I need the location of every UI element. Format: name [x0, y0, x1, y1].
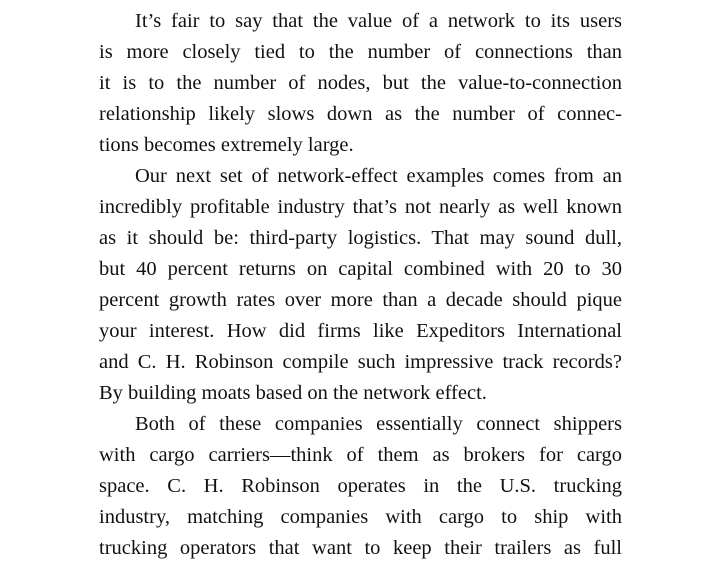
text-line: incredibly profitable industry that’s not nearly as well known	[99, 196, 622, 218]
document-page	[99, 6, 622, 564]
text-line: Our next set of network-effect examples comes from an	[135, 165, 622, 187]
text-line: is more closely tied to the number of connections than	[99, 41, 622, 63]
text-line: By building moats based on the network effect.	[99, 382, 487, 404]
text-line: your interest. How did firms like Expeditors International	[99, 320, 622, 342]
text-line: It’s fair to say that the value of a network to its users	[135, 10, 622, 32]
text-line: it is to the number of nodes, but the value-to-connection	[99, 72, 622, 94]
text-line: but 40 percent returns on capital combined with 20 to 30	[99, 258, 622, 280]
text-line: percent growth rates over more than a decade should pique	[99, 289, 622, 311]
paragraph	[99, 6, 622, 161]
text-line: Both of these companies essentially connect shippers	[135, 413, 622, 435]
text-line: space. C. H. Robinson operates in the U.S. trucking	[99, 475, 622, 497]
text-line: trucking operators that want to keep their trailers as full	[99, 537, 622, 559]
text-line: relationship likely slows down as the number of connec-	[99, 103, 622, 125]
text-line: tions becomes extremely large.	[99, 134, 354, 156]
paragraph	[99, 161, 622, 409]
text-line: with cargo carriers—think of them as brokers for cargo	[99, 444, 622, 466]
text-line: as it should be: third-party logistics. That may sound dull,	[99, 227, 622, 249]
text-line: industry, matching companies with cargo to ship with	[99, 506, 622, 528]
paragraph	[99, 409, 622, 564]
text-line: and C. H. Robinson compile such impressive track records?	[99, 351, 622, 373]
